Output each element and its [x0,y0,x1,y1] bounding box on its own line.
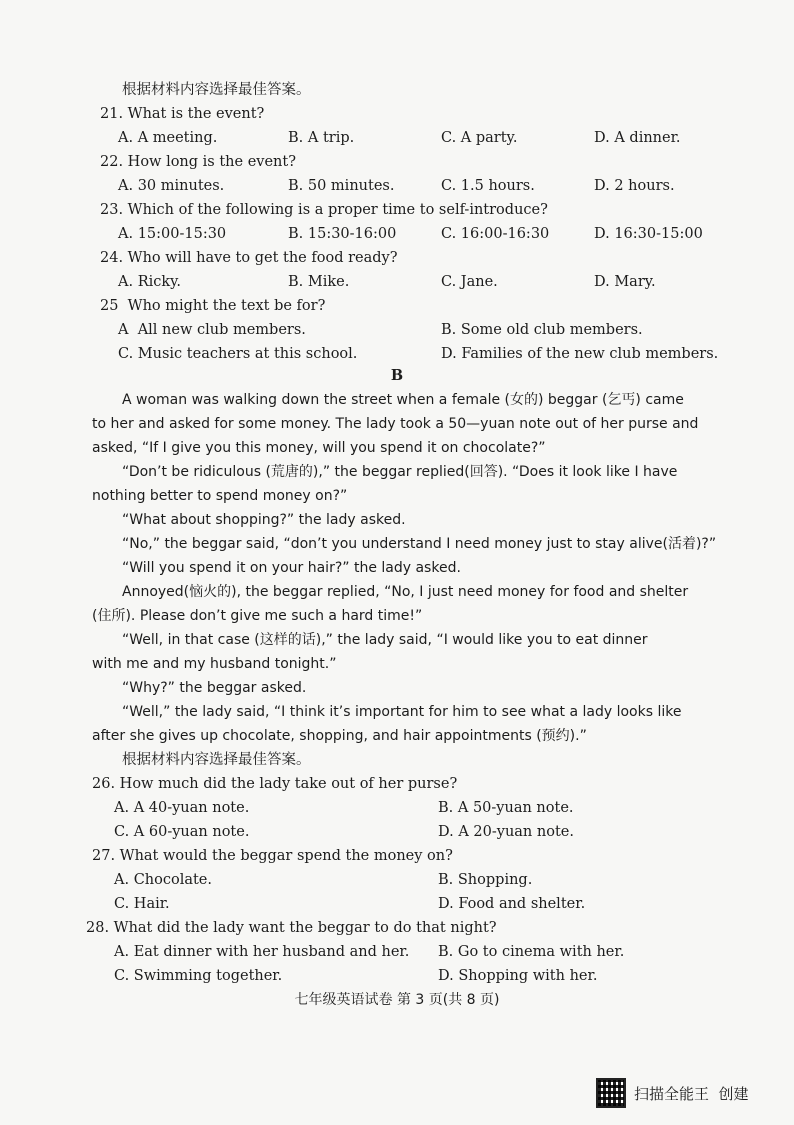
q21-option-b: B. A trip. [288,130,355,146]
q27-option-b: B. Shopping. [438,872,533,888]
q23-option-a: A. 15:00-15:30 [118,226,227,242]
q28-option-a: A. Eat dinner with her husband and her. [114,944,410,960]
q24-option-b: B. Mike. [288,274,350,290]
q25-option-a: A All new club members. [118,322,306,338]
passage-line-5: nothing better to spend money on?” [92,488,348,504]
passage-line-14: “Well,” the lady said, “I think it’s important for him to see what a lady looks like [122,704,682,720]
section-b-heading: B [390,367,404,384]
question-26: 26. How much did the lady take out of her purse? [92,776,458,792]
q28-option-b: B. Go to cinema with her. [438,944,625,960]
q27-option-d: D. Food and shelter. [438,896,586,912]
q28-option-c: C. Swimming together. [114,968,283,984]
q25-option-b: B. Some old club members. [441,322,643,338]
q21-option-d: D. A dinner. [594,130,681,146]
question-23: 23. Which of the following is a proper time to self-introduce? [100,202,548,218]
question-25: 25 Who might the text be for? [100,298,326,314]
q26-option-c: C. A 60-yuan note. [114,824,250,840]
passage-line-6: “What about shopping?” the lady asked. [122,512,406,528]
passage-line-3: asked, “If I give you this money, will you spend it on chocolate?” [92,440,546,456]
passage-line-4: “Don’t be ridiculous (荒唐的),” the beggar replied(回答). “Does it look like I have [122,464,678,480]
q26-option-b: B. A 50-yuan note. [438,800,574,816]
watermark-text: 扫描全能王 创建 [634,1084,749,1103]
question-27: 27. What would the beggar spend the money on? [92,848,453,864]
question-28: 28. What did the lady want the beggar to do that night? [86,920,497,936]
q27-option-a: A. Chocolate. [114,872,213,888]
question-21: 21. What is the event? [100,106,265,122]
q24-option-c: C. Jane. [441,274,498,290]
q27-option-c: C. Hair. [114,896,170,912]
question-24: 24. Who will have to get the food ready? [100,250,398,266]
q26-option-a: A. A 40-yuan note. [114,800,250,816]
passage-line-10: (住所). Please don’t give me such a hard time!” [92,608,423,624]
q22-option-d: D. 2 hours. [594,178,675,194]
page-footer: 七年级英语试卷 第 3 页(共 8 页) [294,992,500,1008]
passage-line-1: A woman was walking down the street when a female (女的) beggar (乞丐) came [122,392,684,408]
q24-option-a: A. Ricky. [118,274,182,290]
q28-option-d: D. Shopping with her. [438,968,598,984]
passage-line-7: “No,” the beggar said, “don’t you understand I need money just to stay alive(活着)?” [122,536,717,552]
q24-option-d: D. Mary. [594,274,656,290]
qr-code-icon [596,1078,626,1108]
q22-option-c: C. 1.5 hours. [441,178,535,194]
q23-option-c: C. 16:00-16:30 [441,226,550,242]
q25-option-d: D. Families of the new club members. [441,346,719,362]
q23-option-d: D. 16:30-15:00 [594,226,703,242]
question-22: 22. How long is the event? [100,154,296,170]
passage-line-8: “Will you spend it on your hair?” the lady asked. [122,560,461,576]
passage-line-13: “Why?” the beggar asked. [122,680,307,696]
passage-line-9: Annoyed(恼火的), the beggar replied, “No, I just need money for food and shelter [122,584,689,600]
instruction-a: 根据材料内容选择最佳答案。 [122,82,311,98]
q21-option-a: A. A meeting. [118,130,218,146]
passage-line-15: after she gives up chocolate, shopping, and hair appointments (预约).” [92,728,587,744]
q25-option-c: C. Music teachers at this school. [118,346,358,362]
passage-line-11: “Well, in that case (这样的话),” the lady said, “I would like you to eat dinner [122,632,648,648]
scanner-watermark [596,1078,749,1108]
passage-line-2: to her and asked for some money. The lady took a 50—yuan note out of her purse and [92,416,699,432]
q22-option-b: B. 50 minutes. [288,178,395,194]
q22-option-a: A. 30 minutes. [118,178,225,194]
instruction-b: 根据材料内容选择最佳答案。 [122,752,311,768]
q23-option-b: B. 15:30-16:00 [288,226,397,242]
q26-option-d: D. A 20-yuan note. [438,824,574,840]
q21-option-c: C. A party. [441,130,518,146]
passage-line-12: with me and my husband tonight.” [92,656,337,672]
